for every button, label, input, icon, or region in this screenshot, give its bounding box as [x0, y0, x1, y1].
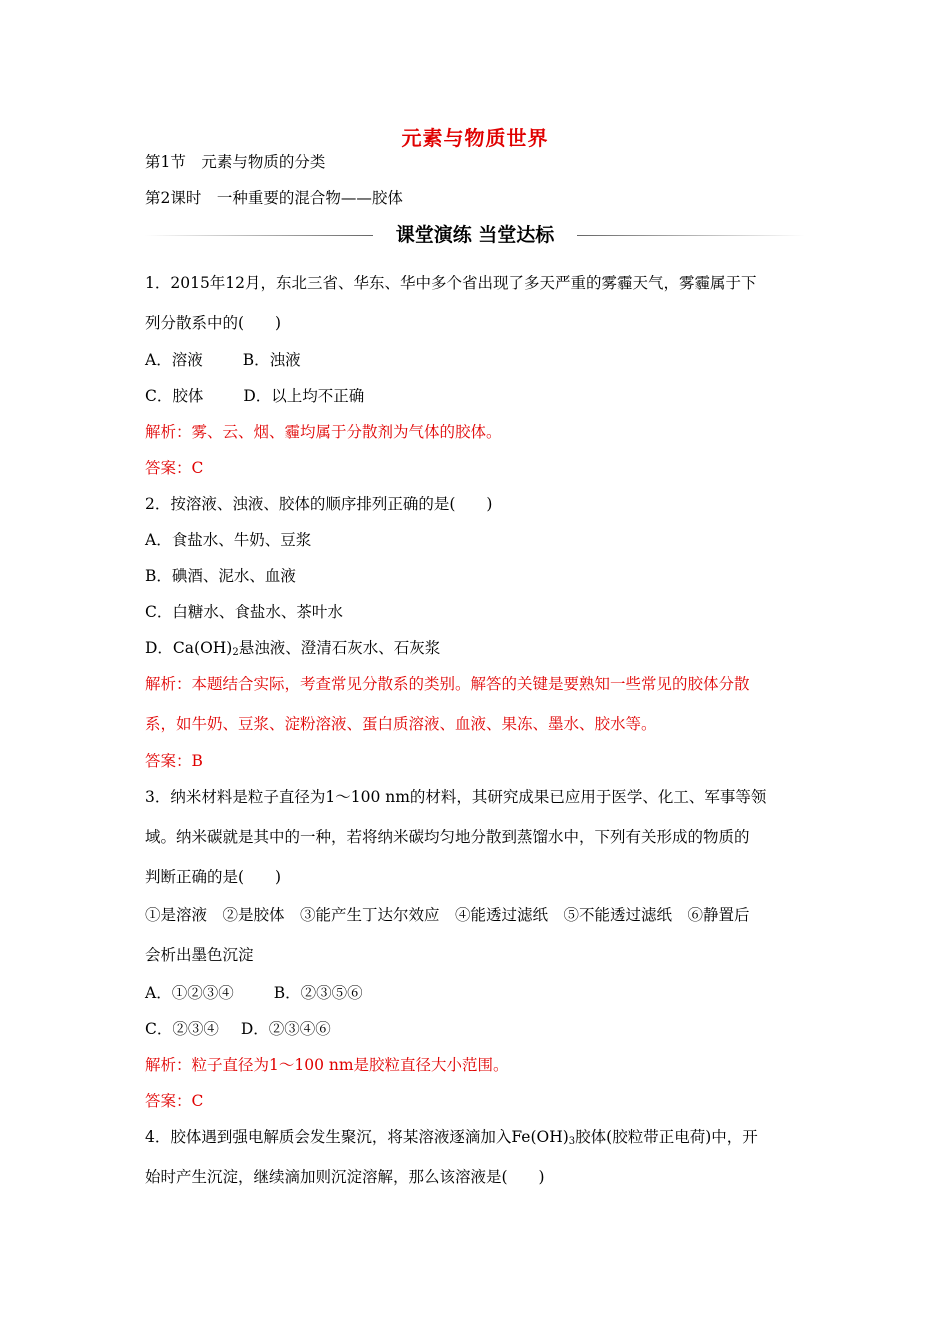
q1-analysis: 解析：雾、云、烟、霾均属于分散剂为气体的胶体。: [145, 423, 502, 441]
q1-answer: 答案：C: [145, 459, 204, 477]
q3-stem-line3: 判断正确的是( ): [145, 868, 282, 886]
q3-options-ab: [145, 983, 363, 1003]
q2-option-a: A．食盐水、牛奶、豆浆: [145, 531, 312, 549]
q4-stem-subscript: 3: [568, 1136, 576, 1147]
q1-option-b: B．浊液: [242, 351, 301, 369]
q2-option-d-pre: D．Ca(OH): [145, 639, 233, 657]
q2-analysis-line2: 系，如牛奶、豆浆、淀粉溶液、蛋白质溶液、血液、果冻、墨水、胶水等。: [145, 715, 657, 733]
q3-stem-line1: 3．纳米材料是粒子直径为1～100 nm的材料，其研究成果已应用于医学、化工、军事等领: [145, 788, 767, 806]
q2-answer: 答案：B: [145, 752, 203, 770]
q2-option-c: C．白糖水、食盐水、茶叶水: [145, 603, 343, 621]
q3-option-c: C．②③④: [145, 1020, 219, 1038]
q2-option-d: [145, 638, 440, 663]
q1-stem-line1: 1．2015年12月，东北三省、华东、华中多个省出现了多天严重的雾霾天气，雾霾属于下: [145, 274, 757, 292]
q3-answer: 答案：C: [145, 1092, 204, 1110]
q1-option-a: A．溶液: [145, 351, 203, 369]
banner-rule-right: [577, 235, 805, 236]
q4-stem-line1: [145, 1127, 758, 1152]
q4-stem-post: 胶体(胶粒带正电荷)中，开: [575, 1128, 758, 1146]
q3-option-a: A．①②③④: [145, 984, 234, 1002]
q2-stem: 2．按溶液、浊液、胶体的顺序排列正确的是( ): [145, 495, 493, 513]
q4-stem-pre: 4．胶体遇到强电解质会发生聚沉，将某溶液逐滴加入Fe(OH): [145, 1128, 569, 1146]
lesson-heading: 第2课时 一种重要的混合物——胶体: [145, 189, 403, 207]
q2-option-d-post: 悬浊液、澄清石灰水、石灰浆: [238, 639, 441, 657]
q3-option-d: D．②③④⑥: [240, 1020, 331, 1038]
q3-options-cd: [145, 1019, 331, 1039]
section-heading: 第1节 元素与物质的分类: [145, 153, 326, 171]
q1-options-cd: [145, 386, 364, 406]
section-banner: [145, 222, 805, 248]
q1-option-c: C．胶体: [145, 387, 204, 405]
q3-analysis: 解析：粒子直径为1～100 nm是胶粒直径大小范围。: [145, 1056, 509, 1074]
banner-text: 课堂演练 当堂达标: [395, 224, 555, 246]
q2-option-b: B．碘酒、泥水、血液: [145, 567, 296, 585]
q3-statements-line1: ①是溶液 ②是胶体 ③能产生丁达尔效应 ④能透过滤纸 ⑤不能透过滤纸 ⑥静置后: [145, 906, 750, 924]
q1-stem-line2: 列分散系中的( ): [145, 314, 282, 332]
q3-stem-line2: 域。纳米碳就是其中的一种，若将纳米碳均匀地分散到蒸馏水中，下列有关形成的物质的: [145, 828, 750, 846]
q1-options-ab: [145, 350, 301, 370]
q4-stem-line2: 始时产生沉淀，继续滴加则沉淀溶解，那么该溶液是( ): [145, 1168, 545, 1186]
q2-analysis-line1: 解析：本题结合实际，考查常见分散系的类别。解答的关键是要熟知一些常见的胶体分散: [145, 675, 750, 693]
document-title: 元素与物质世界: [401, 126, 549, 150]
q2-option-d-subscript: 2: [232, 647, 239, 658]
q1-option-d: D．以上均不正确: [243, 387, 365, 405]
q3-option-b: B．②③⑤⑥: [273, 984, 363, 1002]
q3-statements-line2: 会析出墨色沉淀: [145, 946, 254, 964]
